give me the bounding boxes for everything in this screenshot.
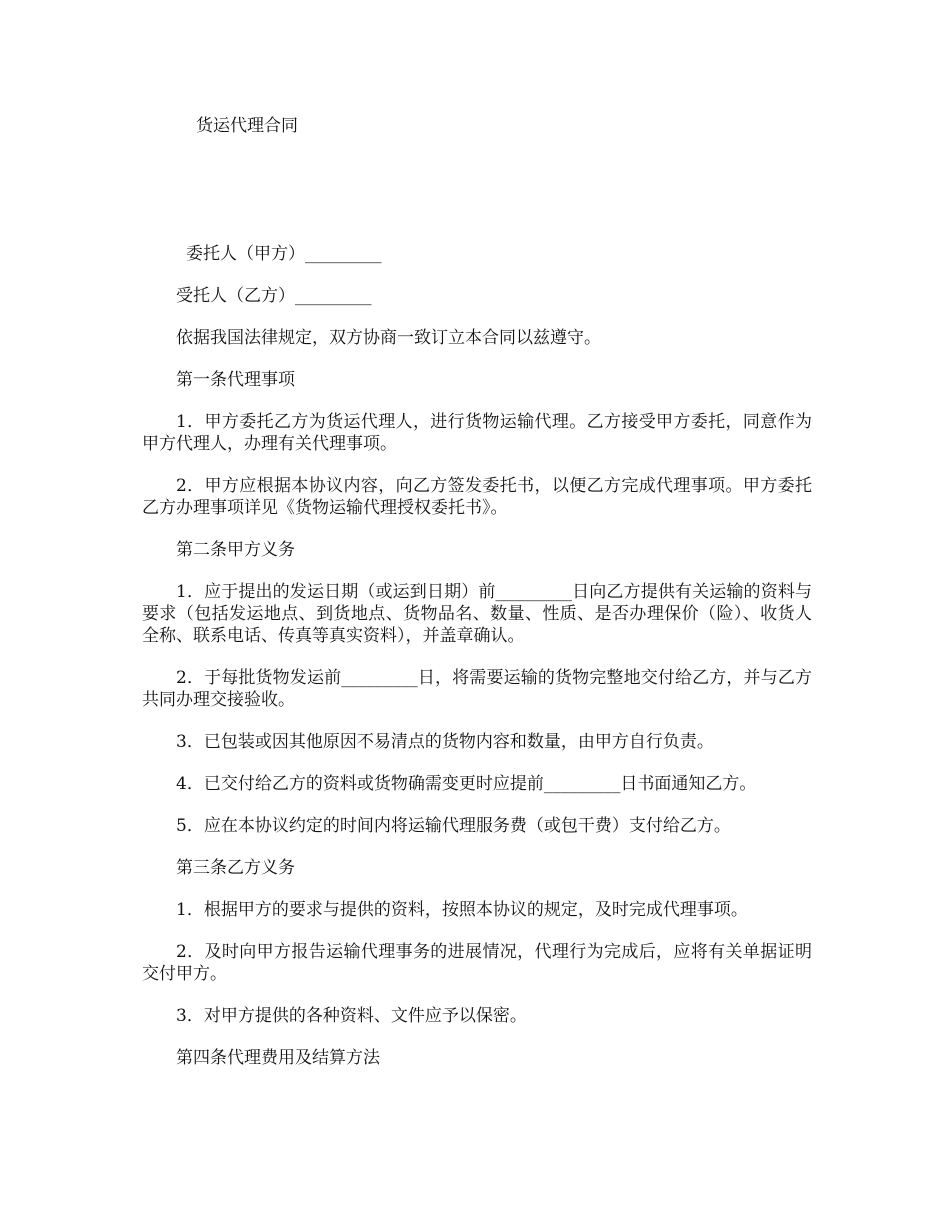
article-2-clause-3: 3．已包装或因其他原因不易清点的货物内容和数量，由甲方自行负责。 (176, 732, 714, 752)
article-2-clause-4: 4．已交付给乙方的资料或货物确需变更时应提前_________日书面通知乙方。 (176, 774, 757, 794)
article-3-clause-2: 2．及时向甲方报告运输代理事务的进展情况，代理行为完成后，应将有关单据证明交付甲方。 (142, 942, 812, 984)
article-2-heading: 第二条甲方义务 (176, 540, 295, 560)
article-3-heading: 第三条乙方义务 (176, 858, 295, 878)
article-3-clause-1: 1．根据甲方的要求与提供的资料，按照本协议的规定，及时完成代理事项。 (176, 900, 748, 920)
preamble-text: 依据我国法律规定，双方协商一致订立本合同以兹遵守。 (176, 328, 601, 348)
article-1-clause-2: 2．甲方应根据本协议内容，向乙方签发委托书，以便乙方完成代理事项。甲方委托乙方办理事项详见《货物运输代理授权委托书》。 (142, 476, 812, 518)
article-2-clause-5: 5．应在本协议约定的时间内将运输代理服务费（或包干费）支付给乙方。 (176, 816, 731, 836)
article-4-heading: 第四条代理费用及结算方法 (176, 1048, 380, 1068)
article-1-heading: 第一条代理事项 (176, 370, 295, 390)
article-2-clause-2: 2．于每批货物发运前_________日，将需要运输的货物完整地交付给乙方，并与乙方共同办理交接验收。 (142, 668, 812, 710)
document-title: 货运代理合同 (196, 116, 298, 136)
party-b-line: 受托人（乙方）_________ (176, 286, 372, 306)
article-2-clause-1: 1．应于提出的发运日期（或运到日期）前_________日向乙方提供有关运输的资料与要求（包括发运地点、到货地点、货物品名、数量、性质、是否办理保价（险）、收货人全称、联系电话、传真等真实资料），并盖章确认。 (142, 582, 812, 646)
article-1-clause-1: 1．甲方委托乙方为货运代理人，进行货物运输代理。乙方接受甲方委托，同意作为甲方代理人，办理有关代理事项。 (142, 412, 812, 454)
article-3-clause-3: 3．对甲方提供的各种资料、文件应予以保密。 (176, 1006, 527, 1026)
party-a-line: 委托人（甲方）_________ (186, 244, 382, 264)
